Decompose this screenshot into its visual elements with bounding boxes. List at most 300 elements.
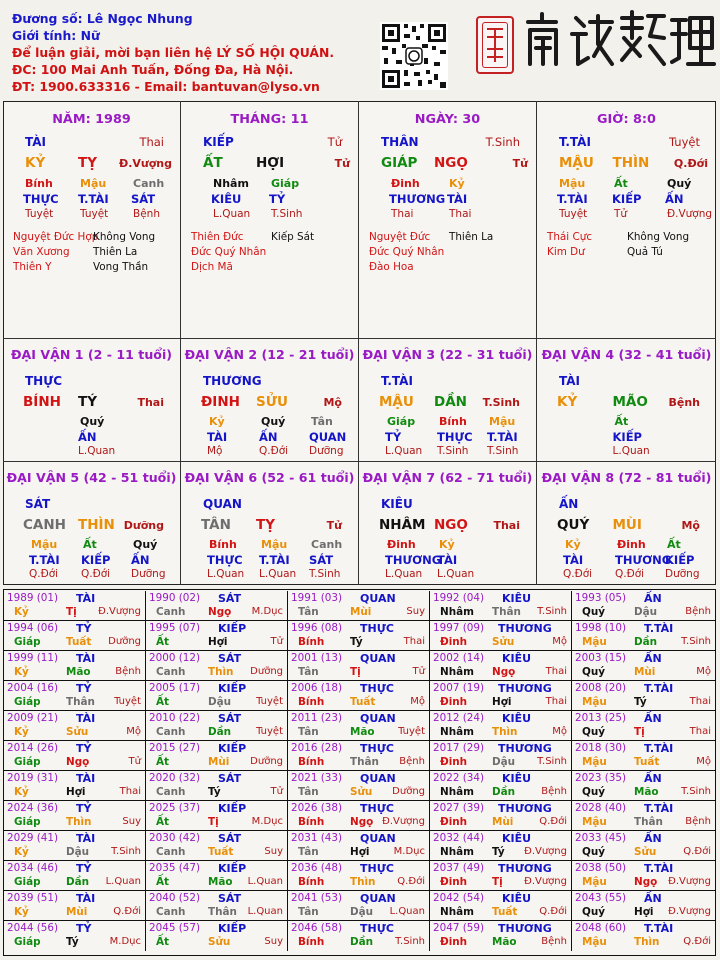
annual-god: TÀI bbox=[76, 772, 96, 785]
annual-luck-cell bbox=[572, 831, 715, 861]
hidden-god: TÀI bbox=[437, 553, 458, 567]
dai-van-stem: QUÝ bbox=[557, 517, 590, 533]
annual-god: TỶ bbox=[76, 922, 92, 935]
annual-stem: Tân bbox=[298, 726, 319, 738]
annual-luck-cell bbox=[146, 651, 288, 681]
hidden-god: T.TÀI bbox=[78, 192, 109, 206]
annual-year: 1996 (08) bbox=[291, 622, 343, 634]
annual-branch: Mão bbox=[492, 936, 517, 948]
annual-branch: Thìn bbox=[350, 876, 376, 888]
annual-year: 2005 (17) bbox=[149, 682, 201, 694]
annual-stem: Giáp bbox=[14, 636, 41, 648]
annual-year: 2018 (30) bbox=[575, 742, 627, 754]
dai-van-cell bbox=[181, 462, 359, 585]
annual-year: 2021 (33) bbox=[291, 772, 343, 784]
hidden-stage: L.Quan bbox=[259, 568, 297, 580]
annual-stage: Tuyệt bbox=[256, 726, 283, 737]
annual-branch: Dần bbox=[350, 936, 374, 948]
hidden-stem: Bính bbox=[439, 415, 467, 428]
annual-stage: Mộ bbox=[126, 726, 141, 737]
annual-year: 1995 (07) bbox=[149, 622, 201, 634]
annual-god: THỰC bbox=[360, 742, 394, 755]
annual-stage: Suy bbox=[264, 846, 283, 857]
star-label: Đức Quý Nhân bbox=[191, 246, 267, 258]
annual-stage: Q.Đới bbox=[683, 936, 711, 947]
annual-stem: Giáp bbox=[14, 696, 41, 708]
pillar-god-left: T.TÀI bbox=[559, 135, 591, 149]
hidden-god: ẤN bbox=[131, 553, 150, 567]
annual-luck-cell bbox=[430, 891, 572, 921]
dai-van-branch: THÌN bbox=[78, 517, 115, 533]
annual-god: QUAN bbox=[360, 832, 396, 845]
annual-stem: Mậu bbox=[582, 756, 607, 768]
annual-stage: M.Dục bbox=[251, 606, 283, 617]
annual-branch: Tuất bbox=[208, 846, 234, 858]
annual-stem: Bính bbox=[298, 936, 325, 948]
annual-god: SÁT bbox=[218, 892, 242, 905]
dai-van-stage: Bệnh bbox=[668, 396, 700, 409]
annual-branch: Sửu bbox=[66, 726, 89, 738]
dai-van-branch: DẦN bbox=[434, 394, 467, 410]
annual-god: ẤN bbox=[644, 772, 662, 785]
star-label: Thiên Đức bbox=[191, 231, 244, 243]
annual-stage: Bệnh bbox=[399, 756, 425, 767]
annual-god: SÁT bbox=[218, 832, 242, 845]
dai-van-cell bbox=[359, 462, 537, 585]
annual-stage: T.Sinh bbox=[681, 786, 711, 797]
annual-branch: Hợi bbox=[350, 846, 370, 858]
annual-branch: Dậu bbox=[350, 906, 374, 918]
annual-god: TÀI bbox=[76, 652, 96, 665]
hidden-stage: Thai bbox=[449, 208, 472, 220]
header-line: ĐT: 1900.633316 - Email: bantuvan@lyso.vn bbox=[12, 79, 320, 94]
annual-luck-cell bbox=[146, 921, 288, 951]
annual-god: THƯƠNG bbox=[498, 802, 552, 815]
annual-luck-cell bbox=[288, 891, 430, 921]
pillar-branch: HỢI bbox=[256, 155, 285, 171]
annual-branch: Thìn bbox=[66, 816, 92, 828]
annual-god: T.TÀI bbox=[644, 682, 674, 695]
annual-god: SÁT bbox=[218, 652, 242, 665]
annual-year: 2024 (36) bbox=[7, 802, 59, 814]
annual-stage: T.Sinh bbox=[111, 846, 141, 857]
dai-van-stem: TÂN bbox=[201, 517, 231, 533]
hidden-stem: Mậu bbox=[559, 177, 586, 190]
annual-luck-cell bbox=[146, 831, 288, 861]
annual-stem: Quý bbox=[582, 666, 606, 678]
annual-luck-cell bbox=[146, 771, 288, 801]
annual-stem: Bính bbox=[298, 696, 325, 708]
star-label: Thái Cực bbox=[547, 231, 593, 243]
annual-stage: Q.Đới bbox=[397, 876, 425, 887]
annual-year: 2035 (47) bbox=[149, 862, 201, 874]
star-label: Kim Dư bbox=[547, 246, 585, 258]
annual-stem: Đinh bbox=[440, 696, 468, 708]
dai-van-cell bbox=[537, 462, 716, 585]
hidden-stage: L.Quan bbox=[385, 445, 423, 457]
annual-luck-cell bbox=[572, 771, 715, 801]
annual-god: TỶ bbox=[76, 742, 92, 755]
annual-luck-cell bbox=[430, 921, 572, 951]
annual-year: 2016 (28) bbox=[291, 742, 343, 754]
annual-year: 2010 (22) bbox=[149, 712, 201, 724]
annual-stage: T.Sinh bbox=[537, 606, 567, 617]
pillar-god-right: Thai bbox=[139, 135, 164, 149]
annual-stem: Ất bbox=[156, 876, 170, 888]
annual-branch: Sửu bbox=[350, 786, 373, 798]
hidden-god: THƯƠNG bbox=[389, 192, 446, 206]
annual-branch: Mão bbox=[350, 726, 375, 738]
annual-stage: Mộ bbox=[410, 696, 425, 707]
annual-god: THỰC bbox=[360, 682, 394, 695]
annual-stage: Thai bbox=[545, 666, 567, 677]
header-line: ĐC: 100 Mai Anh Tuấn, Đống Đa, Hà Nội. bbox=[12, 62, 294, 77]
annual-stage: Q.Đới bbox=[539, 816, 567, 827]
annual-god: ẤN bbox=[644, 892, 662, 905]
hidden-god: TỶ bbox=[269, 192, 286, 206]
dai-van-stem: BÍNH bbox=[23, 394, 61, 410]
annual-stem: Ất bbox=[156, 936, 170, 948]
annual-stage: Bệnh bbox=[541, 786, 567, 797]
annual-god: TÀI bbox=[76, 592, 96, 605]
annual-stage: Dưỡng bbox=[250, 666, 283, 677]
dai-van-branch: TỴ bbox=[256, 517, 275, 533]
annual-god: THƯƠNG bbox=[498, 682, 552, 695]
annual-luck-cell bbox=[430, 801, 572, 831]
dai-van-god: T.TÀI bbox=[381, 374, 413, 388]
hidden-stem: Mậu bbox=[80, 177, 107, 190]
hidden-stem: Quý bbox=[133, 538, 158, 551]
pillar-god-right: Tuyệt bbox=[669, 135, 700, 149]
dai-van-stage: Thai bbox=[137, 396, 164, 409]
annual-luck-cell bbox=[572, 861, 715, 891]
hidden-stem: Kỷ bbox=[449, 177, 465, 190]
hidden-god: THỰC bbox=[437, 430, 473, 444]
hidden-stage: T.Sinh bbox=[437, 445, 469, 457]
seal-stamp bbox=[476, 16, 514, 74]
annual-year: 2008 (20) bbox=[575, 682, 627, 694]
dai-van-stem: MẬU bbox=[379, 394, 414, 410]
annual-luck-cell bbox=[430, 591, 572, 621]
hidden-stem: Đinh bbox=[387, 538, 416, 551]
annual-stage: Tuyệt bbox=[256, 696, 283, 707]
pillar-god-left: THÂN bbox=[381, 135, 419, 149]
hidden-stem: Ất bbox=[614, 415, 629, 428]
hidden-god: THƯƠNG bbox=[385, 553, 442, 567]
annual-stem: Nhâm bbox=[440, 906, 474, 918]
annual-stem: Ất bbox=[156, 636, 170, 648]
annual-god: TỶ bbox=[76, 862, 92, 875]
star-label: Thiên La bbox=[449, 231, 494, 243]
hidden-stem: Quý bbox=[261, 415, 286, 428]
annual-stem: Bính bbox=[298, 816, 325, 828]
dai-van-title: ĐẠI VẬN 3 (22 - 31 tuổi) bbox=[362, 347, 533, 362]
dai-van-cell bbox=[3, 339, 181, 462]
annual-luck-cell bbox=[288, 861, 430, 891]
hidden-stage: Đ.Vượng bbox=[667, 208, 713, 220]
annual-god: THỰC bbox=[360, 802, 394, 815]
annual-luck-cell bbox=[4, 681, 146, 711]
pillar-stem: ẤT bbox=[203, 155, 223, 171]
annual-god: KIẾP bbox=[218, 802, 247, 815]
annual-year: 2043 (55) bbox=[575, 892, 627, 904]
annual-branch: Ngọ bbox=[350, 816, 374, 828]
annual-year: 2041 (53) bbox=[291, 892, 343, 904]
annual-luck-cell bbox=[430, 621, 572, 651]
annual-year: 2032 (44) bbox=[433, 832, 485, 844]
annual-luck-cell bbox=[288, 621, 430, 651]
annual-god: THƯƠNG bbox=[498, 742, 552, 755]
annual-year: 2029 (41) bbox=[7, 832, 59, 844]
annual-stage: Dưỡng bbox=[108, 636, 141, 647]
annual-god: TÀI bbox=[76, 892, 96, 905]
annual-branch: Ngọ bbox=[492, 666, 516, 678]
annual-stage: Suy bbox=[406, 606, 425, 617]
dai-van-cell bbox=[3, 462, 181, 585]
annual-luck-cell bbox=[4, 711, 146, 741]
annual-god: KIÊU bbox=[502, 592, 532, 605]
annual-god: KIÊU bbox=[502, 652, 532, 665]
annual-stage: Tuyệt bbox=[114, 696, 141, 707]
dai-van-branch: NGỌ bbox=[434, 517, 468, 533]
annual-stage: Mộ bbox=[552, 726, 567, 737]
annual-god: T.TÀI bbox=[644, 622, 674, 635]
annual-stem: Kỷ bbox=[14, 846, 29, 858]
annual-luck-cell bbox=[4, 771, 146, 801]
annual-stage: Đ.Vượng bbox=[382, 816, 425, 827]
hidden-stage: Tuyệt bbox=[25, 208, 54, 220]
annual-branch: Tý bbox=[350, 636, 363, 648]
annual-stage: Đ.Vượng bbox=[98, 606, 141, 617]
annual-year: 2047 (59) bbox=[433, 922, 485, 934]
annual-luck-cell bbox=[288, 651, 430, 681]
hidden-stage: L.Quan bbox=[612, 445, 650, 457]
hidden-stage: Dưỡng bbox=[665, 568, 700, 580]
hidden-stem: Mậu bbox=[489, 415, 516, 428]
hidden-god: TỶ bbox=[385, 430, 402, 444]
dai-van-cell bbox=[359, 339, 537, 462]
annual-stem: Ất bbox=[156, 816, 170, 828]
pillar-stage: Tử bbox=[512, 157, 528, 170]
hidden-stage: Q.Đới bbox=[615, 568, 645, 580]
annual-luck-cell bbox=[572, 741, 715, 771]
annual-stage: Q.Đới bbox=[113, 906, 141, 917]
hidden-god: SÁT bbox=[309, 553, 334, 567]
annual-god: ẤN bbox=[644, 832, 662, 845]
annual-branch: Thân bbox=[66, 696, 95, 708]
annual-stem: Đinh bbox=[440, 816, 468, 828]
annual-stage: Mộ bbox=[552, 636, 567, 647]
annual-stem: Kỷ bbox=[14, 666, 29, 678]
hidden-stage: Q.Đới bbox=[29, 568, 59, 580]
hidden-god: TÀI bbox=[447, 192, 468, 206]
annual-branch: Thân bbox=[208, 906, 237, 918]
annual-god: KIẾP bbox=[218, 742, 247, 755]
annual-god: THƯƠNG bbox=[498, 622, 552, 635]
annual-stem: Canh bbox=[156, 786, 186, 798]
annual-year: 2007 (19) bbox=[433, 682, 485, 694]
star-label: Kiếp Sát bbox=[271, 231, 315, 243]
hidden-god: THỰC bbox=[207, 553, 243, 567]
hidden-stem: Bính bbox=[25, 177, 53, 190]
annual-god: TÀI bbox=[76, 712, 96, 725]
annual-stage: Tử bbox=[412, 666, 425, 677]
annual-branch: Tị bbox=[208, 816, 219, 828]
annual-branch: Thìn bbox=[634, 936, 660, 948]
annual-god: THƯƠNG bbox=[498, 862, 552, 875]
annual-god: TỶ bbox=[76, 682, 92, 695]
dai-van-god: THƯƠNG bbox=[203, 374, 262, 388]
annual-god: KIÊU bbox=[502, 772, 532, 785]
annual-year: 1993 (05) bbox=[575, 592, 627, 604]
pillar-title: NĂM: 1989 bbox=[52, 112, 131, 127]
annual-luck-cell bbox=[572, 891, 715, 921]
annual-god: QUAN bbox=[360, 652, 396, 665]
annual-luck-cell bbox=[4, 741, 146, 771]
annual-god: KIẾP bbox=[218, 922, 247, 935]
pillar-stage: Đ.Vượng bbox=[118, 157, 172, 170]
annual-year: 2027 (39) bbox=[433, 802, 485, 814]
annual-stem: Ất bbox=[156, 696, 170, 708]
dai-van-god: SÁT bbox=[25, 497, 51, 511]
annual-luck-cell bbox=[146, 591, 288, 621]
annual-year: 2012 (24) bbox=[433, 712, 485, 724]
annual-year: 2003 (15) bbox=[575, 652, 627, 664]
hidden-stage: Q.Đới bbox=[563, 568, 593, 580]
hidden-stage: Dưỡng bbox=[131, 568, 166, 580]
annual-god: TÀI bbox=[76, 832, 96, 845]
annual-stage: L.Quan bbox=[247, 876, 283, 887]
annual-god: KIẾP bbox=[218, 622, 247, 635]
annual-branch: Ngọ bbox=[208, 606, 232, 618]
annual-branch: Tị bbox=[350, 666, 361, 678]
hidden-stem: Nhâm bbox=[213, 177, 249, 190]
pillar-branch: THÌN bbox=[612, 155, 650, 171]
star-label: Không Vong bbox=[627, 231, 690, 243]
header-line: Để luận giải, mời bạn liên hệ LÝ SỐ HỘI QUÁN. bbox=[12, 45, 335, 60]
pillar-cell bbox=[3, 101, 181, 339]
annual-luck-cell bbox=[288, 741, 430, 771]
hidden-stem: Đinh bbox=[617, 538, 646, 551]
annual-branch: Mùi bbox=[208, 756, 230, 768]
annual-stem: Ất bbox=[156, 756, 170, 768]
pillar-title: THÁNG: 11 bbox=[230, 112, 309, 127]
annual-branch: Tý bbox=[634, 696, 647, 708]
hidden-stage: L.Quan bbox=[437, 568, 475, 580]
annual-god: T.TÀI bbox=[644, 862, 674, 875]
annual-year: 2000 (12) bbox=[149, 652, 201, 664]
annual-stage: Q.Đới bbox=[683, 846, 711, 857]
hidden-stage: T.Sinh bbox=[309, 568, 341, 580]
hidden-stage: Dưỡng bbox=[309, 445, 344, 457]
annual-luck-cell bbox=[4, 621, 146, 651]
annual-year: 2037 (49) bbox=[433, 862, 485, 874]
hidden-stem: Kỷ bbox=[209, 415, 225, 428]
annual-year: 2020 (32) bbox=[149, 772, 201, 784]
annual-stem: Kỷ bbox=[14, 726, 29, 738]
dai-van-god: QUAN bbox=[203, 497, 242, 511]
annual-stem: Kỷ bbox=[14, 786, 29, 798]
hidden-stem: Quý bbox=[80, 415, 105, 428]
annual-luck-cell bbox=[4, 591, 146, 621]
annual-luck-cell bbox=[146, 681, 288, 711]
star-label: Thiên La bbox=[93, 246, 138, 258]
annual-year: 2045 (57) bbox=[149, 922, 201, 934]
hidden-stem: Tân bbox=[311, 415, 333, 428]
annual-god: KIẾP bbox=[218, 862, 247, 875]
star-label: Dịch Mã bbox=[191, 261, 233, 273]
dai-van-god: TÀI bbox=[559, 374, 581, 388]
annual-god: SÁT bbox=[218, 592, 242, 605]
hidden-stem: Giáp bbox=[387, 415, 416, 428]
annual-stage: Bệnh bbox=[685, 606, 711, 617]
annual-stage: M.Dục bbox=[393, 846, 425, 857]
annual-branch: Thân bbox=[634, 816, 663, 828]
annual-luck-cell bbox=[146, 711, 288, 741]
hidden-stem: Quý bbox=[667, 177, 692, 190]
annual-stage: Thai bbox=[689, 726, 711, 737]
hidden-god: ẤN bbox=[665, 192, 684, 206]
annual-year: 1994 (06) bbox=[7, 622, 59, 634]
star-label: Nguyệt Đức Hợp bbox=[13, 231, 99, 243]
annual-stage: Thai bbox=[545, 696, 567, 707]
annual-stage: Bệnh bbox=[541, 936, 567, 947]
hidden-god: ẤN bbox=[259, 430, 278, 444]
annual-luck-cell bbox=[4, 891, 146, 921]
star-label: Quả Tú bbox=[627, 246, 663, 258]
dai-van-stage: T.Sinh bbox=[482, 396, 520, 409]
annual-stage: Đ.Vượng bbox=[524, 846, 567, 857]
hidden-god: KIẾP bbox=[81, 553, 111, 567]
annual-stage: Tử bbox=[270, 636, 283, 647]
annual-luck-cell bbox=[288, 921, 430, 951]
annual-stem: Giáp bbox=[14, 816, 41, 828]
annual-luck-cell bbox=[572, 681, 715, 711]
pillar-cell bbox=[537, 101, 716, 339]
annual-year: 2011 (23) bbox=[291, 712, 343, 724]
hidden-god: KIẾP bbox=[665, 553, 695, 567]
annual-stem: Nhâm bbox=[440, 606, 474, 618]
annual-stage: T.Sinh bbox=[681, 636, 711, 647]
annual-stem: Kỷ bbox=[14, 606, 29, 618]
hidden-stem: Ất bbox=[614, 177, 628, 190]
star-label: Không Vong bbox=[93, 231, 156, 243]
annual-stage: L.Quan bbox=[105, 876, 141, 887]
annual-stem: Canh bbox=[156, 726, 186, 738]
annual-luck-cell bbox=[288, 831, 430, 861]
annual-luck-cell bbox=[572, 591, 715, 621]
hidden-stem: Bính bbox=[209, 538, 237, 551]
star-label: Văn Xương bbox=[13, 246, 70, 258]
annual-branch: Tị bbox=[66, 606, 77, 618]
annual-god: KIÊU bbox=[502, 832, 532, 845]
annual-god: THỰC bbox=[360, 622, 394, 635]
dai-van-god: KIÊU bbox=[381, 497, 413, 511]
annual-year: 2034 (46) bbox=[7, 862, 59, 874]
annual-branch: Tuất bbox=[634, 756, 660, 768]
annual-god: QUAN bbox=[360, 712, 396, 725]
annual-stage: Bệnh bbox=[685, 816, 711, 827]
annual-branch: Dần bbox=[208, 726, 232, 738]
annual-branch: Tuất bbox=[66, 636, 92, 648]
annual-stem: Tân bbox=[298, 846, 319, 858]
annual-luck-cell bbox=[430, 681, 572, 711]
annual-stage: Thai bbox=[119, 786, 141, 797]
annual-luck-cell bbox=[4, 921, 146, 951]
annual-branch: Sửu bbox=[492, 636, 515, 648]
annual-luck-cell bbox=[4, 801, 146, 831]
annual-god: SÁT bbox=[218, 712, 242, 725]
